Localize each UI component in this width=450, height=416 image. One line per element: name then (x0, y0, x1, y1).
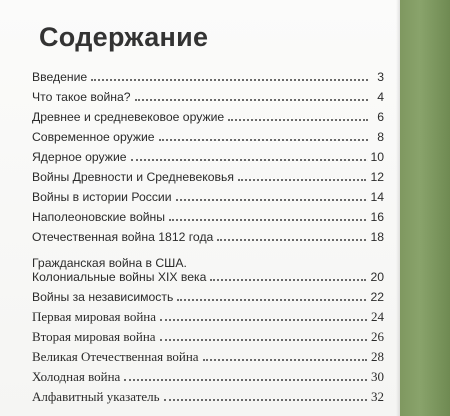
toc-entry-page: 8 (377, 130, 384, 144)
dot-leader (238, 179, 366, 181)
toc-entry-page: 30 (371, 369, 384, 384)
toc-entry-ancient-wars[interactable] (32, 164, 384, 184)
toc-entry-page: 26 (371, 329, 384, 344)
toc-entry-label (32, 256, 206, 284)
toc-entry-us-civil-war[interactable] (32, 250, 384, 284)
dot-leader (159, 139, 368, 141)
toc-entry-label: Первая мировая война (32, 309, 157, 324)
dot-leader (169, 219, 366, 221)
toc-entry-label: Наполеоновские войны (32, 210, 166, 224)
toc-entry-world-war-two[interactable] (32, 324, 384, 344)
dot-leader (210, 279, 366, 281)
toc-entry-page: 3 (377, 70, 384, 84)
dot-leader (131, 159, 367, 161)
toc-entry-label-line1: Гражданская война в США. (32, 256, 187, 270)
toc-entry-modern-weapons[interactable] (32, 124, 384, 144)
toc-entry-page: 20 (370, 270, 384, 284)
dot-leader (176, 199, 367, 201)
toc-entry-page: 4 (377, 90, 384, 104)
dot-leader (228, 119, 368, 121)
toc-entry-ancient-weapons[interactable] (32, 104, 384, 124)
toc-entry-label: Вторая мировая война (32, 329, 156, 344)
toc-entry-page: 6 (377, 110, 384, 124)
dot-leader (91, 79, 368, 81)
toc-entry-label: Древнее и средневековое оружие (32, 110, 225, 124)
toc-entry-label-line2: Колониальные войны XIX века (32, 270, 207, 284)
toc-entry-label: Современное оружие (32, 130, 155, 144)
toc-entry-what-is-war[interactable] (32, 84, 384, 104)
toc-entry-cold-war[interactable] (32, 364, 384, 384)
toc-entry-introduction[interactable] (32, 64, 384, 84)
toc-entry-label: Введение (32, 70, 88, 84)
toc-entry-nuclear-weapons[interactable] (32, 144, 384, 164)
toc-entry-page: 32 (371, 389, 384, 404)
toc-entry-label: Войны за независимость (32, 290, 174, 304)
toc-entry-page: 10 (370, 150, 384, 164)
toc-entry-label: Отечественная война 1812 года (32, 230, 214, 244)
dot-leader (160, 339, 367, 341)
toc-entry-great-patriotic-war[interactable] (32, 344, 384, 364)
toc-entry-page: 22 (370, 290, 384, 304)
dot-leader (177, 299, 366, 301)
toc-entry-alphabetical-index[interactable] (32, 384, 384, 404)
toc-entry-label: Холодная война (32, 369, 121, 384)
dot-leader (217, 239, 366, 241)
green-margin-bar (400, 0, 450, 416)
dot-leader (203, 359, 367, 361)
toc-entry-napoleonic-wars[interactable] (32, 204, 384, 224)
dot-leader (124, 379, 367, 381)
toc-entry-label: Что такое война? (32, 90, 131, 104)
dot-leader (160, 319, 367, 321)
toc-entry-page: 12 (370, 170, 384, 184)
toc-entry-label: Ядерное оружие (32, 150, 127, 164)
page-title: Содержание (39, 22, 209, 52)
toc-entry-label: Алфавитный указатель (32, 389, 160, 404)
toc-entry-page: 16 (370, 210, 384, 224)
toc-entry-page: 14 (370, 190, 384, 204)
toc-entry-label: Великая Отечественная война (32, 349, 199, 364)
toc-entry-world-war-one[interactable] (32, 304, 384, 324)
toc-entry-label: Войны Древности и Средневековья (32, 170, 234, 184)
table-of-contents (32, 64, 384, 404)
toc-entry-page: 18 (370, 230, 384, 244)
toc-entry-page: 24 (371, 309, 384, 324)
toc-entry-label: Войны в истории России (32, 190, 172, 204)
dot-leader (135, 99, 368, 101)
dot-leader (164, 399, 367, 401)
toc-entry-russian-wars[interactable] (32, 184, 384, 204)
toc-entry-independence-wars[interactable] (32, 284, 384, 304)
toc-entry-war-of-1812[interactable] (32, 224, 384, 244)
toc-entry-page: 28 (371, 349, 384, 364)
